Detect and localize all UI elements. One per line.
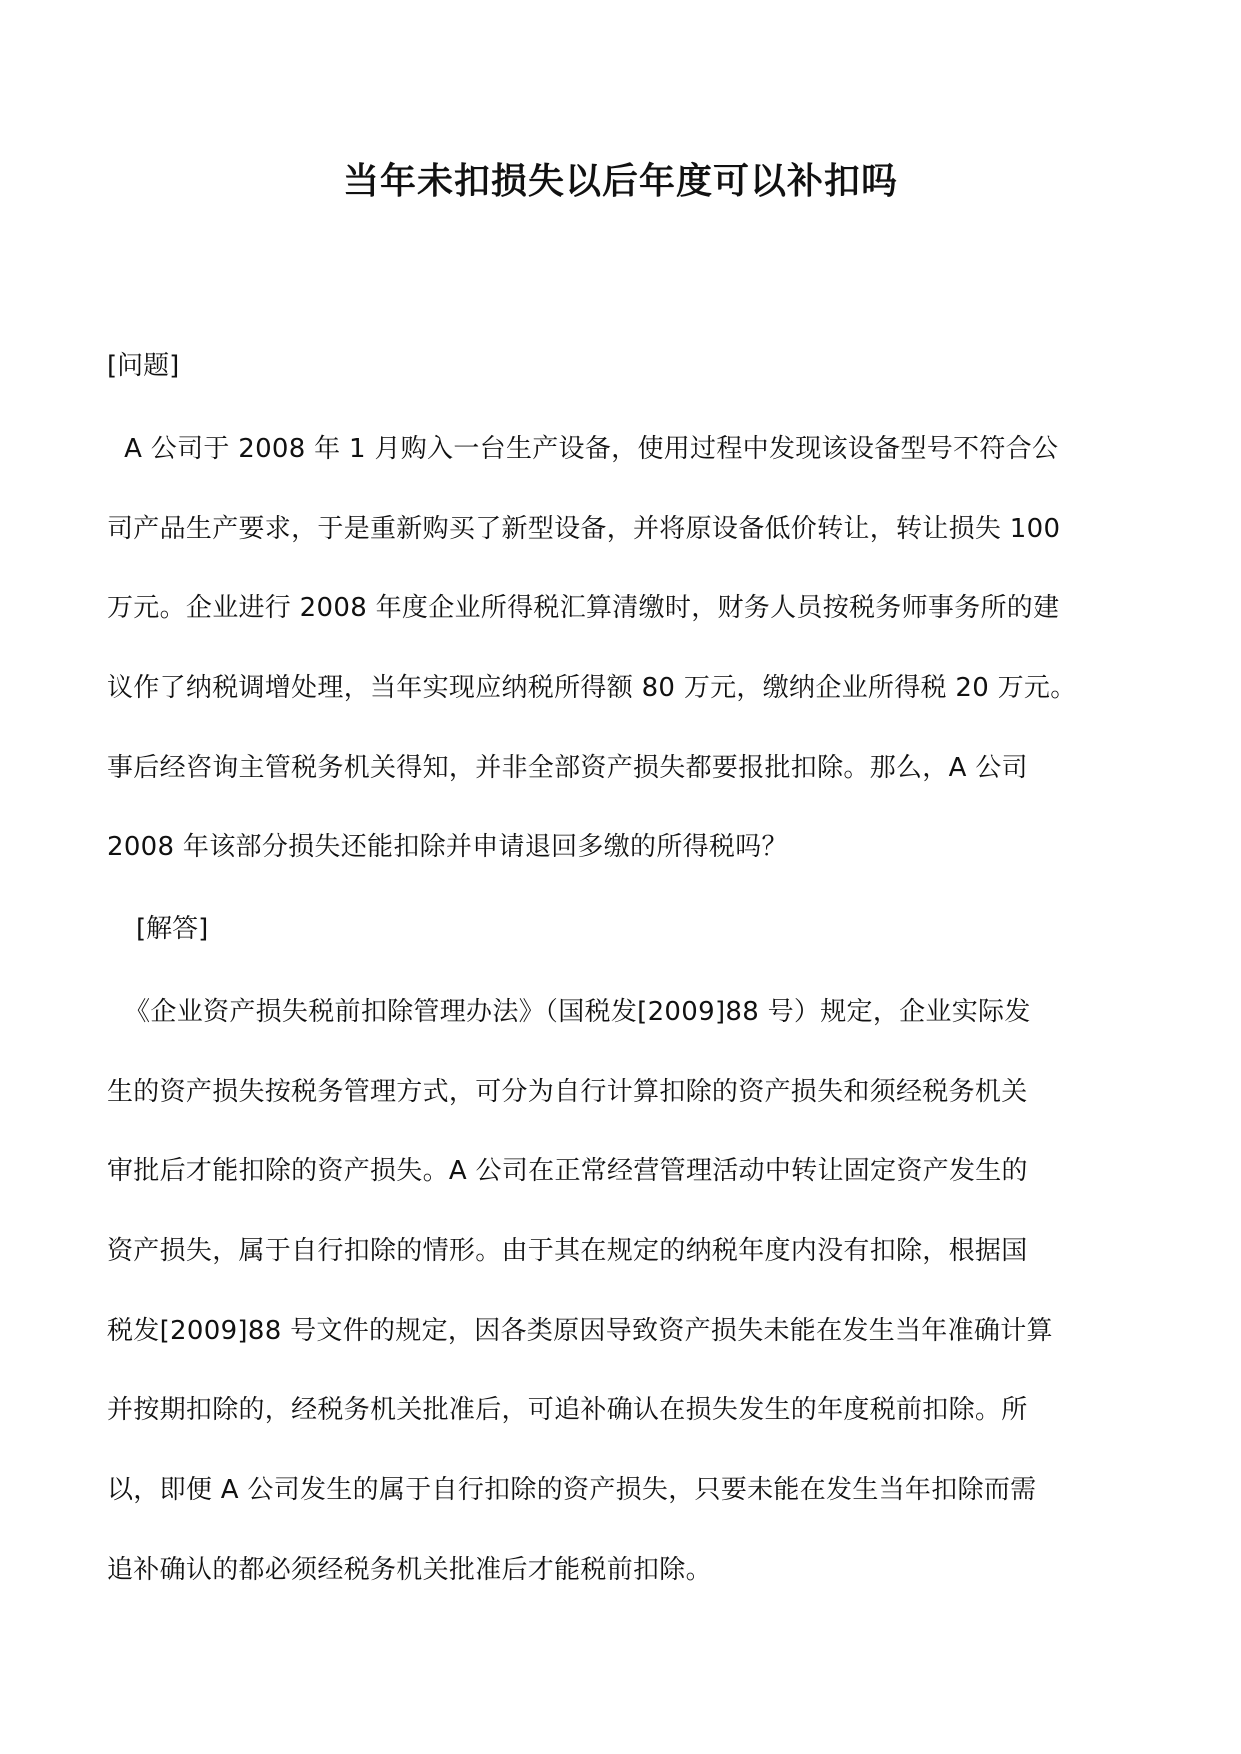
answer-label: [解答] [136, 914, 209, 944]
document-title: 当年未扣损失以后年度可以补扣吗 [342, 161, 898, 202]
question-line: 事后经咨询主管税务机关得知，并非全部资产损失都要报批扣除。那么，A 公司 [107, 753, 1028, 783]
answer-line: 追补确认的都必须经税务机关批准后才能税前扣除。 [107, 1555, 712, 1585]
answer-line: 《企业资产损失税前扣除管理办法》（国税发[2009]88 号）规定，企业实际发 [107, 997, 1031, 1027]
answer-line: 审批后才能扣除的资产损失。A 公司在正常经营管理活动中转让固定资产发生的 [107, 1156, 1028, 1186]
question-line: 2008 年该部分损失还能扣除并申请退回多缴的所得税吗？ [107, 832, 788, 862]
answer-line: 生的资产损失按税务管理方式，可分为自行计算扣除的资产损失和须经税务机关 [107, 1077, 1028, 1107]
question-line: 司产品生产要求，于是重新购买了新型设备，并将原设备低价转让，转让损失 100 [107, 514, 1061, 544]
question-label: [问题] [107, 351, 180, 381]
answer-line: 以，即便 A 公司发生的属于自行扣除的资产损失，只要未能在发生当年扣除而需 [107, 1475, 1037, 1505]
question-line: 议作了纳税调增处理，当年实现应纳税所得额 80 万元，缴纳企业所得税 20 万元。 [107, 673, 1077, 703]
question-line: 万元。企业进行 2008 年度企业所得税汇算清缴时，财务人员按税务师事务所的建 [107, 593, 1060, 623]
answer-line: 税发[2009]88 号文件的规定，因各类原因导致资产损失未能在发生当年准确计算 [107, 1316, 1053, 1346]
question-line: A 公司于 2008 年 1 月购入一台生产设备，使用过程中发现该设备型号不符合公 [107, 434, 1059, 464]
answer-line: 资产损失，属于自行扣除的情形。由于其在规定的纳税年度内没有扣除，根据国 [107, 1236, 1028, 1266]
answer-line: 并按期扣除的，经税务机关批准后，可追补确认在损失发生的年度税前扣除。所 [107, 1395, 1028, 1425]
